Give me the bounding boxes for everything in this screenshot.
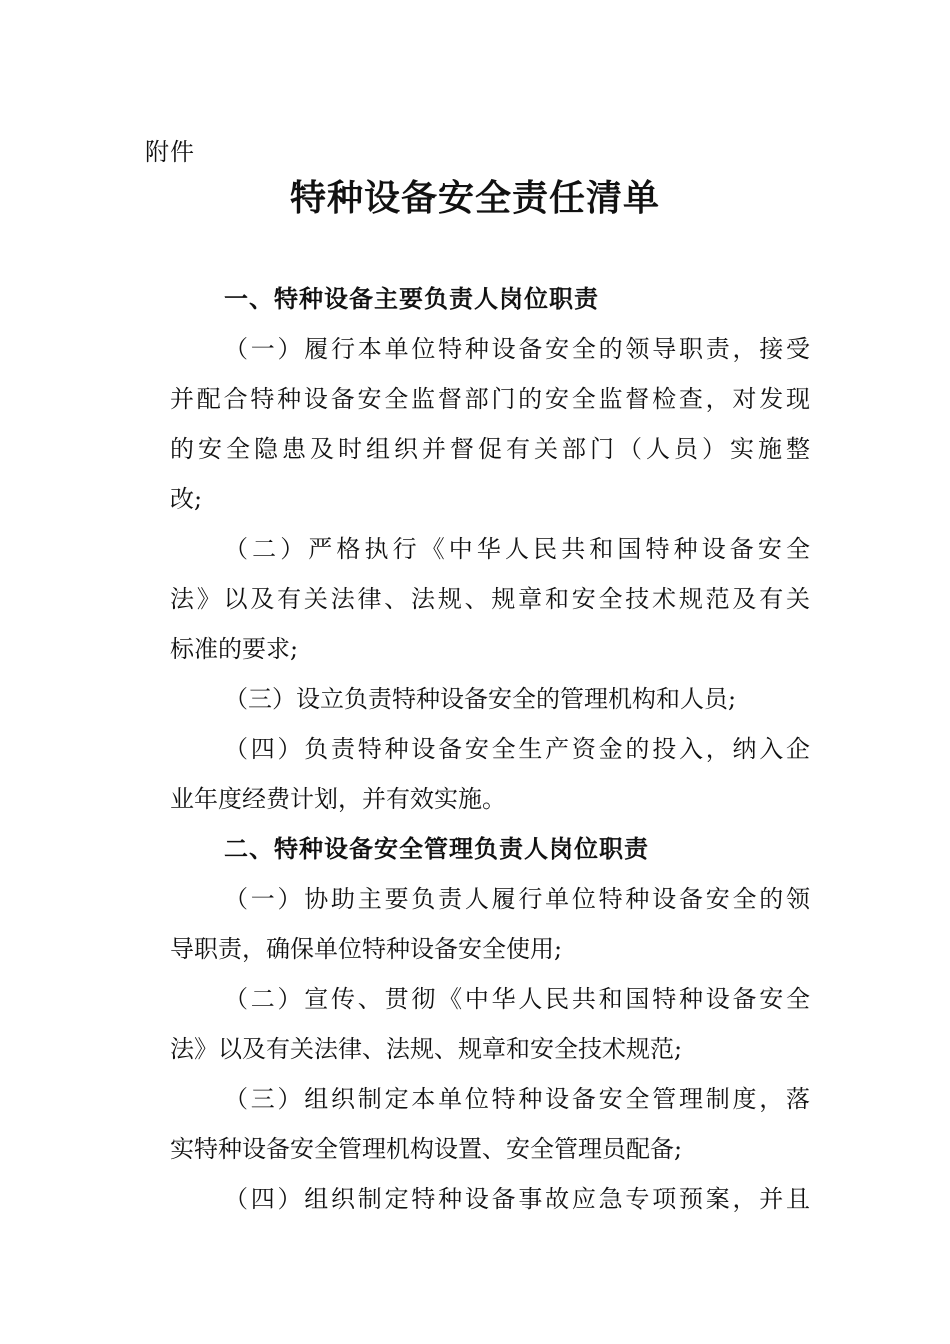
- paragraph-line: 实特种设备安全管理机构设置、安全管理员配备;: [170, 1135, 683, 1163]
- document-body: [170, 274, 810, 1224]
- paragraph-line: 法》以及有关法律、法规、规章和安全技术规范;: [170, 1035, 683, 1063]
- paragraph-line: 的安全隐患及时组织并督促有关部门（人员）实施整: [170, 435, 810, 463]
- paragraph-line: 并配合特种设备安全监督部门的安全监督检查，对发现: [170, 385, 810, 413]
- paragraph-line: （三）设立负责特种设备安全的管理机构和人员;: [224, 685, 737, 713]
- paragraph-line: （二）严格执行《中华人民共和国特种设备安全: [224, 535, 810, 563]
- paragraph-line: 法》以及有关法律、法规、规章和安全技术规范及有关: [170, 585, 810, 613]
- paragraph-line: 标准的要求;: [170, 635, 299, 663]
- paragraph-line: 改;: [170, 485, 203, 513]
- paragraph-line: （一）协助主要负责人履行单位特种设备安全的领: [224, 885, 810, 913]
- paragraph-line: （四）组织制定特种设备事故应急专项预案，并且: [224, 1185, 810, 1213]
- paragraph-line: （二）宣传、贯彻《中华人民共和国特种设备安全: [224, 985, 810, 1013]
- paragraph-line: （一）履行本单位特种设备安全的领导职责，接受: [224, 335, 810, 363]
- paragraph-line: 业年度经费计划，并有效实施。: [170, 785, 506, 813]
- section-heading-2: 二、特种设备安全管理负责人岗位职责: [224, 834, 649, 863]
- section-heading-1: 一、特种设备主要负责人岗位职责: [224, 284, 599, 313]
- paragraph-line: （三）组织制定本单位特种设备安全管理制度，落: [224, 1085, 810, 1113]
- paragraph-line: （四）负责特种设备安全生产资金的投入，纳入企: [224, 735, 810, 763]
- attachment-label: 附件: [145, 138, 195, 166]
- document-title: 特种设备安全责任清单: [289, 177, 660, 219]
- paragraph-line: 导职责，确保单位特种设备安全使用;: [170, 935, 563, 963]
